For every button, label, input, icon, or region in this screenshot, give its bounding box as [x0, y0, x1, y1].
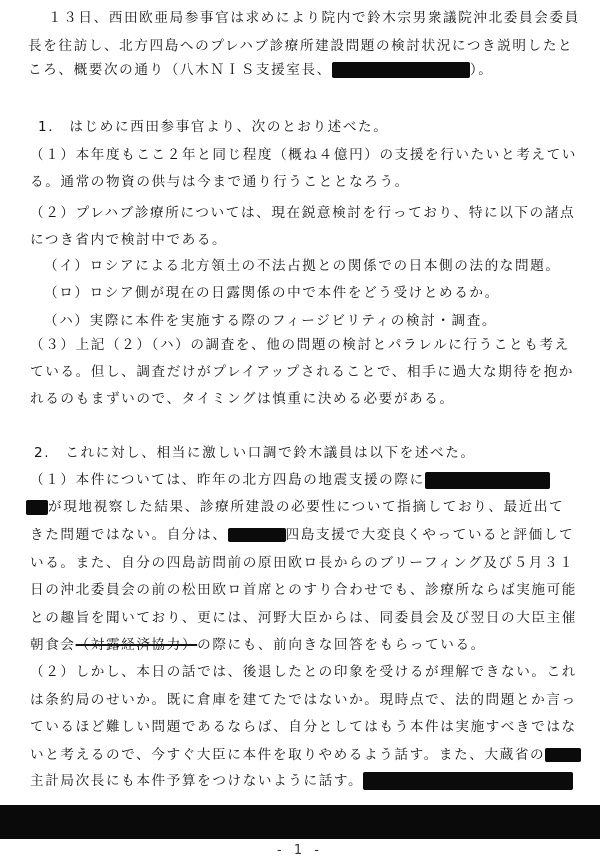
section-1-item-1-line-2: る。通常の物資の供与は今まで通り行うこととなろう。	[30, 174, 410, 190]
section-2-item-1-line-1-text: （１）本件については、昨年の北方四島の地震支援の際に	[30, 472, 425, 488]
redaction-block	[26, 500, 48, 515]
page-number: - 1 -	[277, 843, 323, 858]
section-1-heading: 1. はじめに西田参事官より、次のとおり述べた。	[38, 119, 389, 135]
section-1-item-1-line-1: （１）本年度もここ２年と同じ程度（概ね４億円）の支援を行いたいと考えてい	[30, 147, 577, 163]
section-2-heading: 2. これに対し、相当に激しい口調で鈴木議員は以下を述べた。	[34, 445, 476, 461]
section-2-item-1-line-5: 日の沖北委員会の前の松田欧ロ首席とのすり合わせでも、診療所ならば実施可能	[30, 582, 577, 598]
section-2-item-2-line-3: ているほど難しい問題であるならば、自分としてはもう本件は実施すべきではな	[30, 719, 577, 735]
redaction-block	[228, 528, 286, 542]
struck-text: （対露経済協力）	[75, 637, 198, 653]
redaction-block	[425, 472, 550, 489]
section-2-item-2-line-5	[30, 771, 573, 791]
section-2-item-1-line-7-text-b: の際にも、前向きな回答をもらっている。	[197, 637, 486, 653]
section-2-item-2-line-5-text: 主計局次長にも本件予算をつけないように話す。	[30, 773, 364, 789]
section-2-item-1-line-3-text-a: きた問題ではない。自分は、	[30, 527, 228, 543]
intro-line-1: １３日、西田欧亜局参事官は求めにより院内で鈴木宗男衆議院沖北委員会委員	[48, 10, 580, 26]
section-2-item-1-line-6: との趣旨を聞いており、更には、河野大臣からは、同委員会及び翌日の大臣主催	[30, 610, 577, 626]
section-1-subitem-i: （イ）ロシアによる北方領土の不法占拠との関係での日本側の法的な問題。	[44, 258, 561, 274]
intro-line-3-text: ころ、概要次の通り（八木ＮＩＳ支援室長、	[28, 62, 332, 78]
section-2-item-1-line-3	[30, 525, 574, 545]
section-2-item-2-line-1: （２）しかし、本日の話では、後退したとの印象を受けるが理解できない。これ	[30, 664, 577, 680]
section-1-item-3-line-3: れるのもまずいので、タイミングは慎重に決める必要がある。	[30, 391, 455, 407]
redaction-block	[332, 62, 470, 78]
intro-line-3-close: ）。	[469, 62, 494, 78]
section-2-item-2-line-4-text: いと考えるので、今すぐ大臣に本件を取りやめるよう話す。また、大蔵省の	[30, 747, 546, 763]
section-2-item-2-line-4	[30, 745, 581, 765]
section-1-subitem-ha: （ハ）実際に本件を実施する際のフィージビリティの検討・調査。	[44, 313, 498, 329]
section-2-item-1-line-7	[30, 635, 486, 655]
redaction-block	[545, 748, 581, 762]
section-2-item-1-line-2	[26, 497, 564, 517]
intro-line-3	[28, 60, 493, 80]
section-1-item-2-line-1: （２）プレハブ診療所については、現在鋭意検討を行っており、特に以下の諸点	[30, 205, 576, 221]
section-1-item-3-line-2: ている。但し、調査だけがプレイアップされることで、相手に過大な期待を抱か	[30, 364, 575, 380]
redaction-bar	[0, 805, 600, 839]
section-2-item-1-line-2-text: が現地視察した結果、診療所建設の必要性について指摘しており、最近出て	[48, 499, 565, 515]
section-1-subitem-ro: （ロ）ロシア側が現在の日露関係の中で本件をどう受けとめるか。	[44, 285, 500, 301]
section-2-item-1-line-3-text-b: 四島支援で大変良くやっていると評価して	[285, 527, 575, 543]
redaction-block	[363, 772, 573, 790]
intro-line-2: 長を往訪し、北方四島へのプレハブ診療所建設問題の検討状況につき説明したと	[28, 38, 574, 54]
section-1-item-3-line-1: （３）上記（２）（ハ）の調査を、他の問題の検討とパラレルに行うことも考え	[30, 337, 570, 353]
section-1-item-2-line-2: につき省内で検討中である。	[30, 232, 228, 248]
section-2-item-1-line-7-text-a: 朝食会	[30, 637, 76, 653]
section-2-item-1-line-1	[30, 470, 550, 490]
section-2-item-2-line-2: は条約局のせいか。既に倉庫を建てたではないか。現時点で、法的問題とか言っ	[30, 692, 577, 708]
section-2-item-1-line-4: いる。また、自分の四島訪問前の原田欧ロ長からのブリーフィング及び５月３１	[30, 555, 575, 571]
